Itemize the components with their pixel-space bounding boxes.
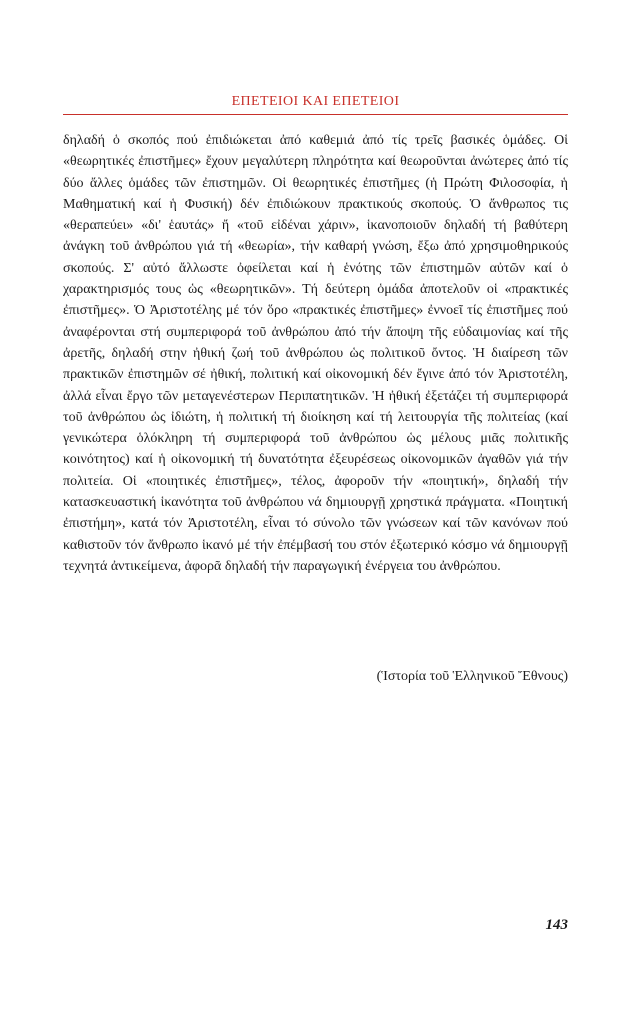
body-paragraph: δηλαδή ὁ σκοπός πού ἐπιδιώκεται ἀπό καθεμιά ἀπό τίς τρεῖς βασικές ὁμάδες. Οἱ «θεωρητικές ἐπιστῆμες» ἔχουν μεγαλύτερη πληρότητα καί θεωροῦνται ἀνώτερες ἀπό τίς δύο ἄλλες ὁμάδες τῶν ἐπιστημῶν. Οἱ θεωρητικές ἐπιστῆμες (ἡ Πρώτη Φιλοσοφία, ἡ Μαθηματική καί ἡ Φυσική) δέν ἐπιδιώκουν πρακτικούς σκοπούς. Ὁ ἄνθρωπος τις «θεραπεύει» «δι' ἑαυτάς» ἤ «τοῦ εἰδέναι χάριν», ἱκανοποιοῦν δηλαδή τή βαθύτερη ἀνάγκη τοῦ ἀνθρώπου γιά τή «θεωρία», τήν καθαρή γνώση, ἔξω ἀπό χρησιμοθηρικούς σκοπούς. Σ' αὐτό ἄλλωστε ὀφείλεται καί ἡ ἑνότης τῶν ἐπιστημῶν αὐτῶν καί ὁ χαρακτηρισμός τους ὡς «θεωρητικῶν». Τή δεύτερη ὁμάδα ἀποτελοῦν οἱ «πρακτικές ἐπιστῆμες». Ὁ Ἀριστοτέλης μέ τόν ὅρο «πρακτικές ἐπιστῆμες» ἐννοεῖ τίς ἐπιστῆμες πού ἀναφέρονται στή συμπεριφορά τοῦ ἀνθρώπου ἀπό τήν ἄποψη τῆς εὐδαιμονίας καί τῆς ἀρετῆς, δηλαδή στην ἠθική ζωή τοῦ ἀνθρώπου ὡς πολιτικοῦ ὄντος. Ἡ διαίρεση τῶν πρακτικῶν ἐπιστημῶν σέ ἠθική, πολιτική καί οἰκονομική δέν ἔγινε ἀπό τόν Ἀριστοτέλη, ἀλλά εἶναι ἔργο τῶν μεταγενέστερων Περιπατητικῶν. Ἡ ἠθική ἐξετάζει τή συμπεριφορά τοῦ ἀνθρώπου ὡς ἰδιώτη, ἡ πολιτική τή διοίκηση καί τή λειτουργία τῆς πολιτείας (καί γενικώτερα ὁλόκληρη τή συμπεριφορά τοῦ ἀνθρώπου ὡς μέλους μιᾶς πολιτικῆς κοινότητος) καί ἡ οἰκονομική τή δυνατότητα ἐξευρέσεως οἰκονομικῶν ἀγαθῶν γιά τήν πολιτεία. Οἱ «ποιητικές ἐπιστῆμες», τέλος, ἀφοροῦν τήν «ποιητική», δηλαδή τήν κατασκευαστική ἱκανότητα τοῦ ἀνθρώπου νά δημιουργῇ χρηστικά πράγματα. «Ποιητική ἐπιστήμη», κατά τόν Ἀριστοτέλη, εἶναι τό σύνολο τῶν γνώσεων καί τῶν κανόνων πού καθιστοῦν τόν ἄνθρωπο ἱκανό μέ τήν ἐπέμβασή του στόν ἐξωτερικό κόσμο νά δημιουργῇ τεχνητά ἀντικείμενα, ἀφορᾶ δηλαδή τήν παραγωγική ἐνέργεια του ἀνθρώπου. bbox=[63, 133, 568, 574]
source-citation: (Ἱστορία τοῦ Ἑλληνικοῦ Ἔθνους) bbox=[376, 669, 568, 684]
running-header: ΕΠΕΤΕΙΟΙ ΚΑΙ ΕΠΕΤΕΙΟΙ bbox=[231, 94, 400, 109]
header-rule bbox=[63, 114, 568, 115]
page-number: 143 bbox=[545, 917, 568, 933]
